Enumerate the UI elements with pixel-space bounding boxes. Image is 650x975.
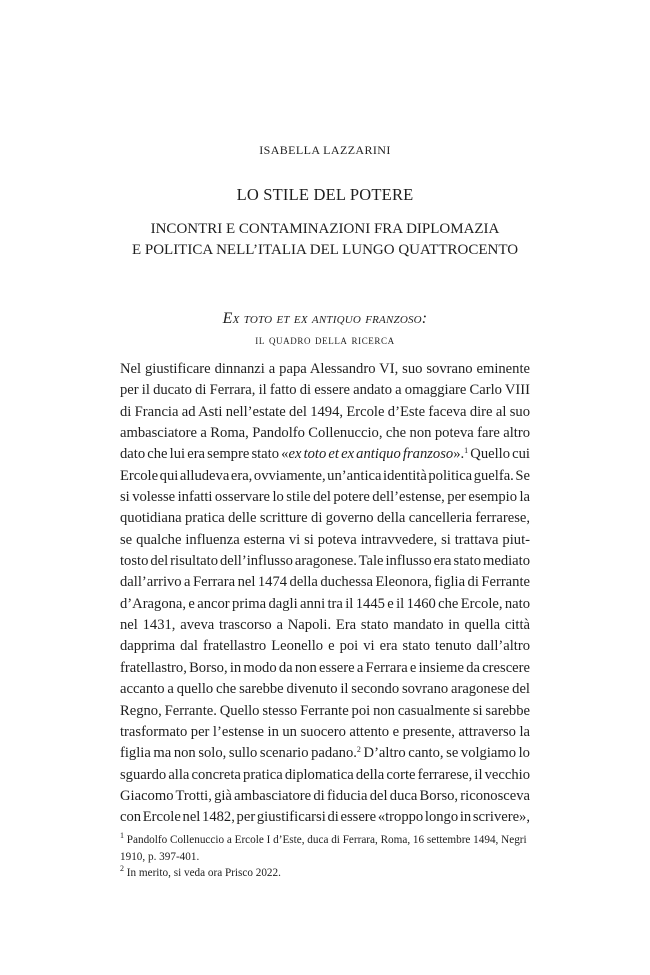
section-subtitle: il quadro della ricerca: [255, 332, 395, 347]
subtitle-line-1: INCONTRI E CONTAMINAZIONI FRA DIPLOMAZIA: [150, 221, 500, 237]
article-subtitle: [0, 219, 650, 261]
body-line: trasformato per l’estense in un suocero attento e presente, attraverso la: [120, 723, 530, 740]
footnote-ref: 2: [356, 745, 361, 755]
author-name: ISABELLA LAZZARINI: [259, 143, 391, 157]
italic-quote: ex toto et ex antiquo franzoso: [288, 446, 454, 463]
body-line: Giacomo Trotti, già ambasciatore di fiducia del duca Borso, riconosceva: [120, 787, 530, 804]
body-line: fratellastro, Borso, in modo da non essere a Ferrara e insieme da crescere: [120, 659, 530, 676]
body-line: tosto del risultato dell’influsso aragonese. Tale influsso era stato mediato: [120, 553, 530, 570]
text-run: ».: [453, 446, 465, 463]
body-line: se qualche influenza esterna vi si poteva intravvedere, si trattava piut-: [120, 531, 530, 548]
body-line: dall’arrivo a Ferrara nel 1474 della duchessa Eleonora, figlia di Ferrante: [120, 574, 530, 591]
footnote-text: Pandolfo Collenuccio a Ercole I d’Este, duca di Ferrara, Roma, 16 settembre 1494, Negri: [124, 834, 527, 846]
body-line: sguardo alla concreta pratica diplomatica della corte ferrarese, il vecchio: [120, 766, 530, 783]
footnotes: [120, 832, 540, 882]
footnote-line: [120, 865, 540, 882]
footnote-number: 1: [120, 831, 124, 840]
text-run: Quello cui: [468, 446, 530, 463]
body-line: dapprima dal fratellastro Leonello e poi vi era stato tenuto dall’altro: [120, 638, 530, 655]
text-run: D’altro canto, se volgiamo lo: [360, 745, 530, 762]
body-line: accanto a quello che sarebbe divenuto il secondo sovrano aragonese del: [120, 681, 530, 698]
body-line: si volesse infatti osservare lo stile del potere dell’estense, per esempio la: [120, 489, 530, 506]
footnote-line: [120, 849, 540, 866]
body-line: d’Aragona, e ancor prima dagli anni tra il 1445 e il 1460 che Ercole, nato: [120, 595, 530, 612]
footnote-text: 1910, p. 397-401.: [120, 850, 200, 863]
body-line: con Ercole nel 1482, per giustificarsi di essere «troppo longo in scrivere»,: [120, 809, 530, 826]
body-line: di Francia ad Asti nell’estate del 1494, Ercole d’Este faceva dire al suo: [120, 403, 530, 420]
footnote-text: In merito, si veda ora Prisco 2022.: [124, 867, 281, 879]
body-line: [120, 743, 530, 764]
body-line: [120, 444, 530, 465]
footnote-ref: 1: [464, 446, 469, 456]
body-paragraph: [120, 359, 530, 829]
body-line: Ercole qui alludeva era, ovviamente, un’antica identità politica guelfa. Se: [120, 467, 530, 484]
article-title: LO STILE DEL POTERE: [236, 185, 414, 204]
body-line: nel 1431, aveva trascorso a Napoli. Era stato mandato in quella città: [120, 617, 530, 634]
subtitle-line-2: E POLITICA NELL’ITALIA DEL LUNGO QUATTROCENTO: [131, 242, 519, 258]
section-title: Ex toto et ex antiquo franzoso:: [222, 310, 428, 327]
body-line: per il ducato di Ferrara, il fatto di essere andato a omaggiare Carlo VIII: [120, 382, 530, 399]
text-run: dato che lui era sempre stato «: [120, 446, 289, 463]
body-line: quotidiana pratica delle scritture di governo della cancelleria ferrarese,: [120, 510, 530, 527]
text-run: figlia ma non solo, sullo scenario padano.: [120, 745, 357, 762]
body-line: Nel giustificare dinnanzi a papa Alessandro VI, suo sovrano eminente: [120, 361, 530, 377]
body-line: Regno, Ferrante. Quello stesso Ferrante poi non casualmente si sarebbe: [120, 702, 530, 719]
footnote-line: [120, 832, 540, 849]
body-line: ambasciatore a Roma, Pandolfo Collenuccio, che non poteva fare altro: [120, 425, 530, 442]
footnote-number: 2: [120, 864, 124, 873]
